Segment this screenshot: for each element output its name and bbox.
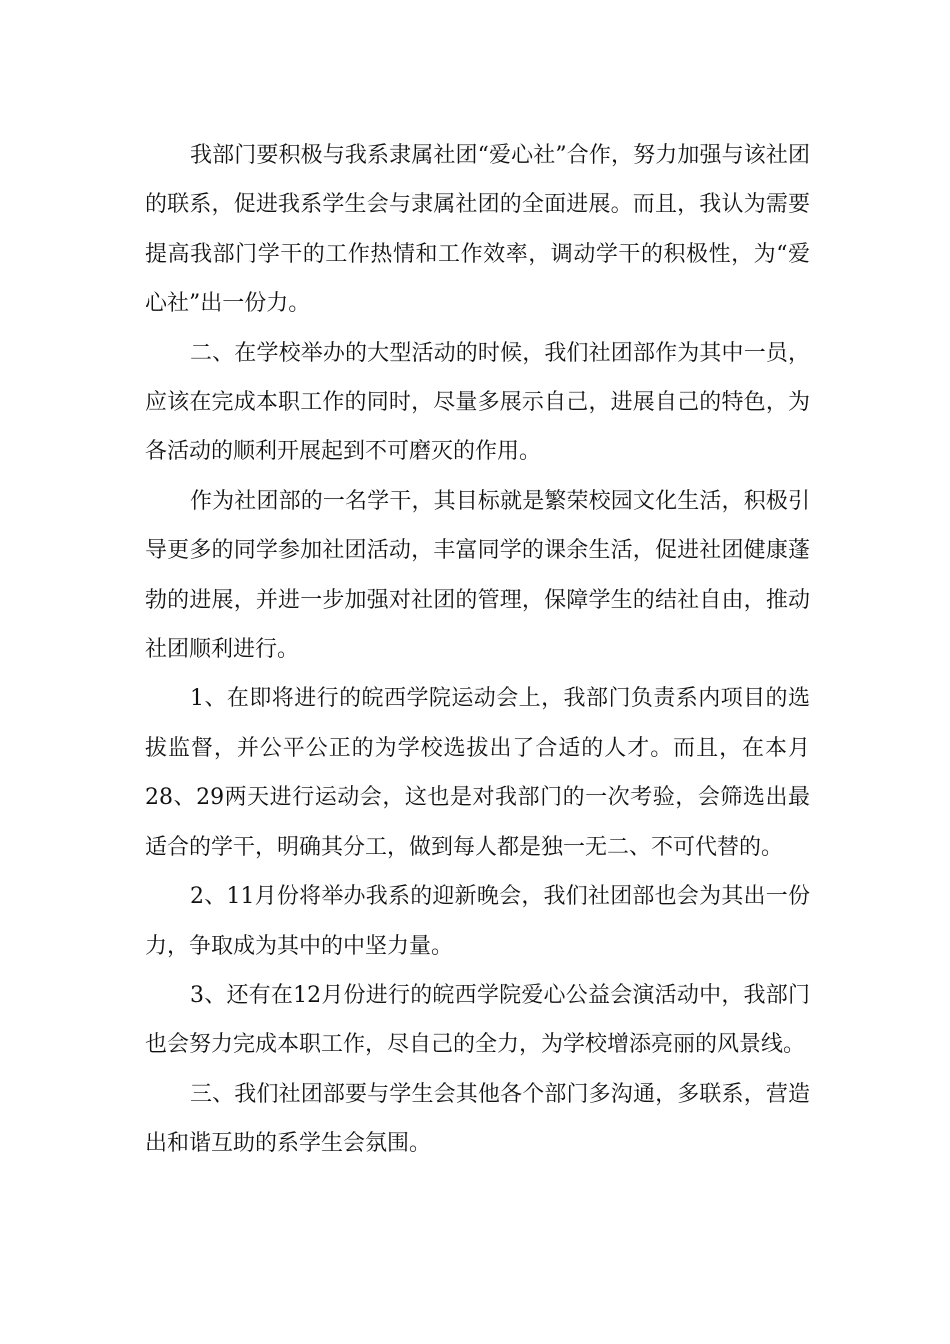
paragraph-charity-show: 3、还有在12月份进行的皖西学院爱心公益会演活动中，我部门也会努力完成本职工作，尽自己的全力，为学校增添亮丽的风景线。: [145, 982, 810, 1058]
paragraph-goal: 作为社团部的一名学干，其目标就是繁荣校园文化生活，积极引导更多的同学参加社团活动，丰富同学的课余生活，促进社团健康蓬勃的进展，并进一步加强对社团的管理，保障学生的结社自由，推动社团顺利进行。: [145, 488, 810, 663]
paragraph-sports-meet: 1、在即将进行的皖西学院运动会上，我部门负责系内项目的选拔监督，并公平公正的为学校选拔出了合适的人才。而且，在本月28、29两天进行运动会，这也是对我部门的一次考验，会筛选出最适合的学干，明确其分工，做到每人都是独一无二、不可代替的。: [145, 686, 810, 860]
paragraph-welcome-party: 2、11月份将举办我系的迎新晚会，我们社团部也会为其出一份力，争取成为其中的中坚力量。: [145, 884, 810, 959]
paragraph-item-two: 二、在学校举办的大型活动的时候，我们社团部作为其中一员，应该在完成本职工作的同时，尽量多展示自己，进展自己的特色，为各活动的顺利开展起到不可磨灭的作用。: [145, 340, 810, 465]
document-body: [145, 131, 810, 1169]
paragraph-cooperation: 我部门要积极与我系隶属社团“爱心社”合作，努力加强与该社团的联系，促进我系学生会与隶属社团的全面进展。而且，我认为需要提高我部门学干的工作热情和工作效率，调动学干的积极性，为“爱心社”出一份力。: [145, 143, 810, 317]
paragraph-item-three: 三、我们社团部要与学生会其他各个部门多沟通，多联系，营造出和谐互助的系学生会氛围。: [145, 1081, 810, 1157]
